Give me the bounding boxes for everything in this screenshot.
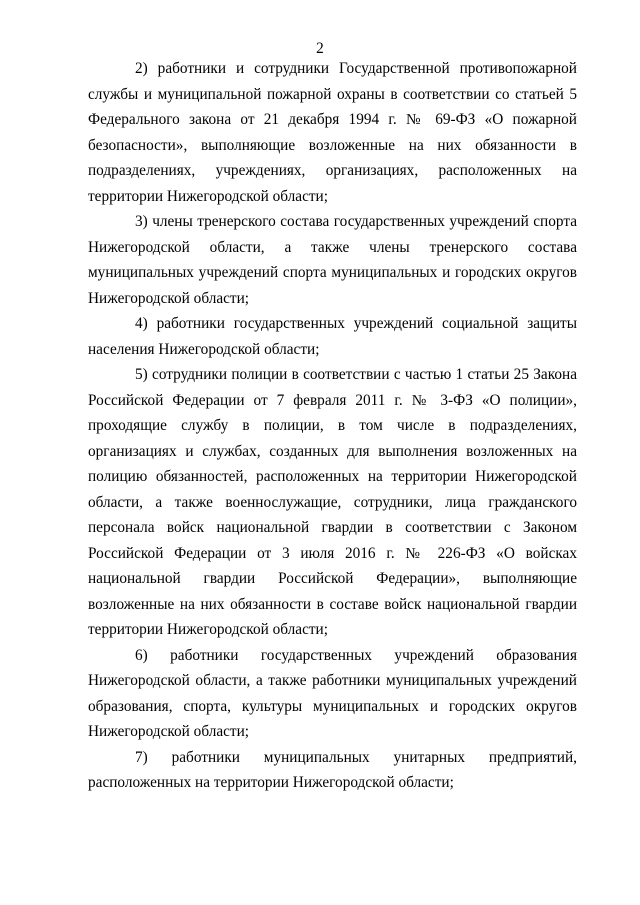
paragraph-item-6 [88, 643, 577, 745]
text-line: 3) члены тренерского состава государственных учреждений спорта [135, 213, 577, 230]
text-line: проходящие службу в полиции, в том числе в подразделениях, [88, 417, 577, 434]
text-line: подразделениях, учреждениях, организациях, расположенных на [88, 162, 577, 179]
text-line: возложенные на них обязанности в составе войск национальной гвардии [88, 595, 577, 613]
text-line: Нижегородской области; [88, 289, 250, 307]
text-line: организациях и службах, созданных для выполнения возложенных на [88, 442, 577, 460]
text-line: 4) работники государственных учреждений социальной защиты [135, 315, 577, 332]
text-line: муниципальных учреждений спорта муниципальных и городских округов [88, 264, 577, 281]
text-line: Нижегородской области; [88, 723, 250, 740]
text-line: 2) работники и сотрудники Государственной противопожарной [135, 60, 577, 77]
text-line: 5) сотрудники полиции в соответствии с частью 1 статьи 25 Закона [135, 366, 577, 383]
paragraph-item-3 [88, 209, 577, 311]
text-line: Российской Федерации от 3 июля 2016 г. № 226-ФЗ «О войсках [88, 544, 577, 562]
text-line: Нижегородской области, а также работники муниципальных учреждений [88, 672, 577, 689]
text-line: Нижегородской области, а также члены тренерского состава [88, 238, 577, 256]
text-line: полицию обязанностей, расположенных на территории Нижегородской [88, 468, 577, 485]
text-line: службы и муниципальной пожарной охраны в соответствии со статьей 5 [88, 85, 577, 103]
text-line: 6) работники государственных учреждений образования [135, 646, 577, 664]
paragraph-item-5 [88, 362, 577, 643]
text-line: национальной гвардии Российской Федерации», выполняющие [88, 570, 577, 587]
text-line: расположенных на территории Нижегородской области; [88, 774, 454, 791]
text-line: Российской Федерации от 7 февраля 2011 г. № 3-ФЗ «О полиции», [88, 391, 577, 409]
paragraph-item-4 [88, 311, 577, 362]
text-line: 7) работники муниципальных унитарных предприятий, [135, 748, 577, 766]
text-line: персонала войск национальной гвардии в соответствии с Законом [88, 519, 577, 536]
text-line: области, а также военнослужащие, сотрудники, лица гражданского [88, 493, 577, 511]
text-line: территории Нижегородской области; [88, 187, 328, 205]
text-line: образования, спорта, культуры муниципальных и городских округов [88, 697, 577, 715]
page-number: 2 [316, 40, 324, 57]
text-line: Федерального закона от 21 декабря 1994 г. № 69-ФЗ «О пожарной [88, 111, 577, 128]
text-line: населения Нижегородской области; [88, 340, 320, 358]
paragraph-item-7 [88, 745, 577, 796]
document-body [88, 56, 577, 796]
paragraph-item-2 [88, 56, 577, 209]
text-line: безопасности», выполняющие возложенные на них обязанности в [88, 136, 577, 154]
text-line: территории Нижегородской области; [88, 621, 328, 638]
